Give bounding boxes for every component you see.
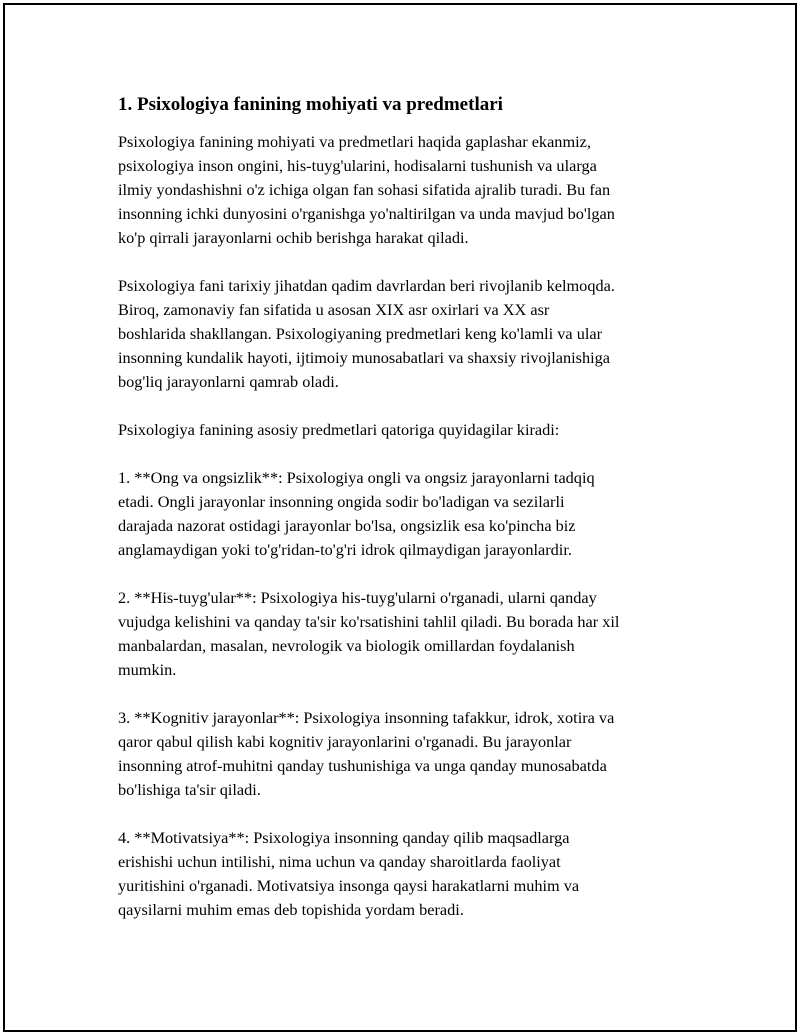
text-line: bog'liq jarayonlarni qamrab oladi.: [118, 372, 339, 391]
text-line: manbalardan, masalan, nevrologik va biologik omillardan foydalanish: [118, 636, 575, 655]
text-line: insonning atrof-muhitni qanday tushunishiga va unga qanday munosabatda: [118, 756, 607, 775]
text-line: ilmiy yondashishni o'z ichiga olgan fan sohasi sifatida ajralib turadi. Bu fan: [118, 180, 611, 199]
text-line: 2. **His-tuyg'ular**: Psixologiya his-tuyg'ularni o'rganadi, ularni qanday: [118, 588, 597, 607]
text-line: qaysilarni muhim emas deb topishida yordam beradi.: [118, 900, 464, 919]
section-heading: 1. Psixologiya fanining mohiyati va predmetlari: [118, 94, 503, 115]
paragraph-list-intro: [118, 418, 690, 442]
text-line: qaror qabul qilish kabi kognitiv jarayonlarini o'rganadi. Bu jarayonlar: [118, 732, 572, 751]
text-line: Biroq, zamonaviy fan sifatida u asosan XIX asr oxirlari va XX asr: [118, 300, 550, 319]
list-item-cognitive: [118, 706, 690, 802]
text-line: Psixologiya fanining asosiy predmetlari qatoriga quyidagilar kiradi:: [118, 420, 560, 439]
list-item-emotions: [118, 586, 690, 682]
paragraph-intro: [118, 130, 690, 250]
text-line: ko'p qirrali jarayonlarni ochib berishga harakat qiladi.: [118, 228, 469, 247]
text-line: yuritishini o'rganadi. Motivatsiya insonga qaysi harakatlarni muhim va: [118, 876, 580, 895]
text-line: insonning kundalik hayoti, ijtimoiy munosabatlari va shaxsiy rivojlanishiga: [118, 348, 610, 367]
document-body: [118, 92, 690, 946]
text-line: 3. **Kognitiv jarayonlar**: Psixologiya insonning tafakkur, idrok, xotira va: [118, 708, 615, 727]
list-item-motivation: [118, 826, 690, 922]
text-line: boshlarida shakllangan. Psixologiyaning predmetlari keng ko'lamli va ular: [118, 324, 603, 343]
text-line: insonning ichki dunyosini o'rganishga yo'naltirilgan va unda mavjud bo'lgan: [118, 204, 615, 223]
text-line: 4. **Motivatsiya**: Psixologiya insonning qanday qilib maqsadlarga: [118, 828, 570, 847]
text-line: Psixologiya fani tarixiy jihatdan qadim davrlardan beri rivojlanib kelmoqda.: [118, 276, 615, 295]
text-line: erishishi uchun intilishi, nima uchun va qanday sharoitlarda faoliyat: [118, 852, 561, 871]
text-line: Psixologiya fanining mohiyati va predmetlari haqida gaplashar ekanmiz,: [118, 132, 591, 151]
text-line: psixologiya inson ongini, his-tuyg'ularini, hodisalarni tushunish va ularga: [118, 156, 597, 175]
text-line: etadi. Ongli jarayonlar insonning ongida sodir bo'ladigan va sezilarli: [118, 492, 565, 511]
text-line: bo'lishiga ta'sir qiladi.: [118, 780, 261, 799]
list-item-consciousness: [118, 466, 690, 562]
text-line: anglamaydigan yoki to'g'ridan-to'g'ri idrok qilmaydigan jarayonlardir.: [118, 540, 572, 559]
text-line: vujudga kelishini va qanday ta'sir ko'rsatishini tahlil qiladi. Bu borada har xil: [118, 612, 620, 631]
text-line: mumkin.: [118, 660, 177, 679]
text-line: 1. **Ong va ongsizlik**: Psixologiya ongli va ongsiz jarayonlarni tadqiq: [118, 468, 595, 487]
paragraph-history: [118, 274, 690, 394]
text-line: darajada nazorat ostidagi jarayonlar bo'lsa, ongsizlik esa ko'pincha biz: [118, 516, 576, 535]
